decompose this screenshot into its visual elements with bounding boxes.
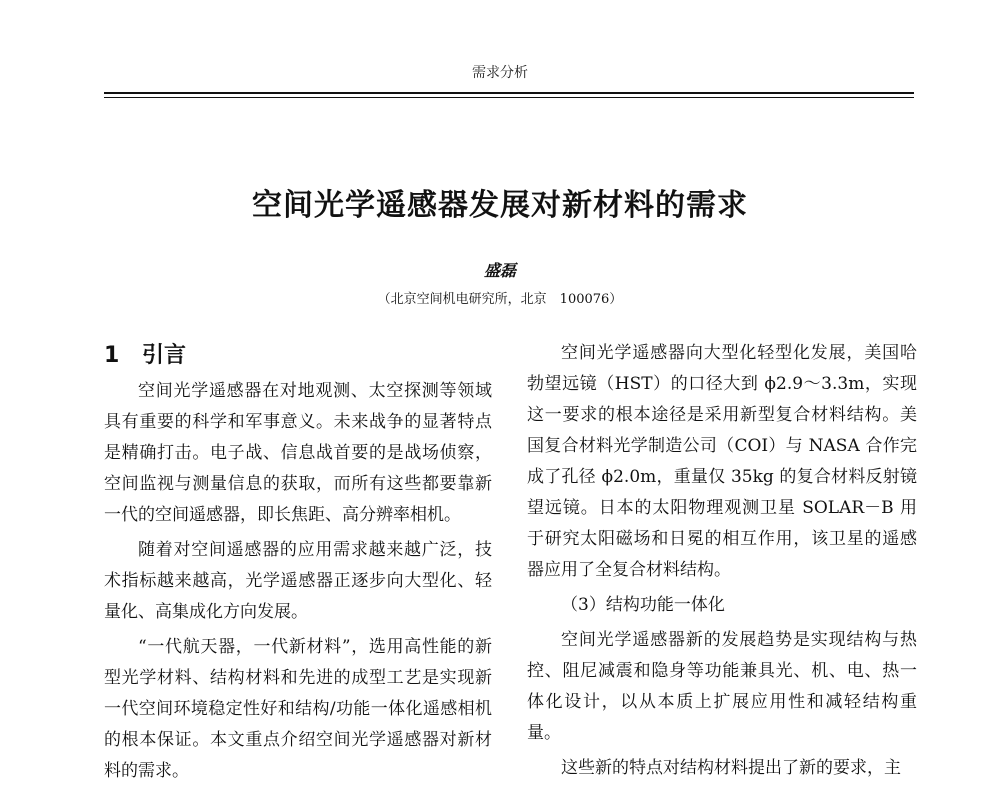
header-rule-thin <box>104 97 914 98</box>
section-number: 1 <box>104 343 120 368</box>
header-rule-thick <box>104 92 914 94</box>
body-paragraph: 空间光学遥感器新的发展趋势是实现结构与热控、阻尼减震和隐身等功能兼具光、机、电、热一体化设计，以从本质上扩展应用性和减轻结构重量。 <box>527 630 917 743</box>
left-column <box>104 338 492 791</box>
author-name: 盛磊 <box>483 261 516 280</box>
right-column <box>527 338 917 788</box>
section-title: 引言 <box>142 343 187 368</box>
body-paragraph: 随着对空间遥感器的应用需求越来越广泛，技术指标越来越高，光学遥感器正逐步向大型化、轻量化、高集成化方向发展。 <box>104 540 492 622</box>
body-paragraph: 空间光学遥感器在对地观测、太空探测等领域具有重要的科学和军事意义。未来战争的显著特点是精确打击。电子战、信息战首要的是战场侦察，空间监视与测量信息的获取，而所有这些都要靠新一代的空间遥感器，即长焦距、高分辨率相机。 <box>104 381 492 525</box>
section-heading <box>104 338 492 374</box>
author-affiliation: （北京空间机电研究所，北京 100076） <box>377 292 623 307</box>
body-paragraph: “一代航天器，一代新材料”，选用高性能的新型光学材料、结构材料和先进的成型工艺是实现新一代空间环境稳定性好和结构/功能一体化遥感相机的根本保证。本文重点介绍空间光学遥感器对新材料的需求。 <box>104 637 492 781</box>
body-paragraph: 空间光学遥感器向大型化轻型化发展，美国哈勃望远镜（HST）的口径大到 ϕ2.9～3.3m，实现这一要求的根本途径是采用新型复合材料结构。美国复合材料光学制造公司（COI）与 NASA 合作完成了孔径 ϕ2.0m，重量仅 35kg 的复合材料反射镜望远镜。日本的太阳物理观测卫星 SOLAR－B 用于研究太阳磁场和日冕的相互作用，该卫星的遥感器应用了全复合材料结构。 <box>527 343 917 580</box>
subsection-heading: （3）结构功能一体化 <box>561 595 725 615</box>
body-paragraph: 这些新的特点对结构材料提出了新的要求，主 <box>561 758 901 778</box>
paper-title: 空间光学遥感器发展对新材料的需求 <box>252 188 748 223</box>
running-header: 需求分析 <box>472 65 528 81</box>
